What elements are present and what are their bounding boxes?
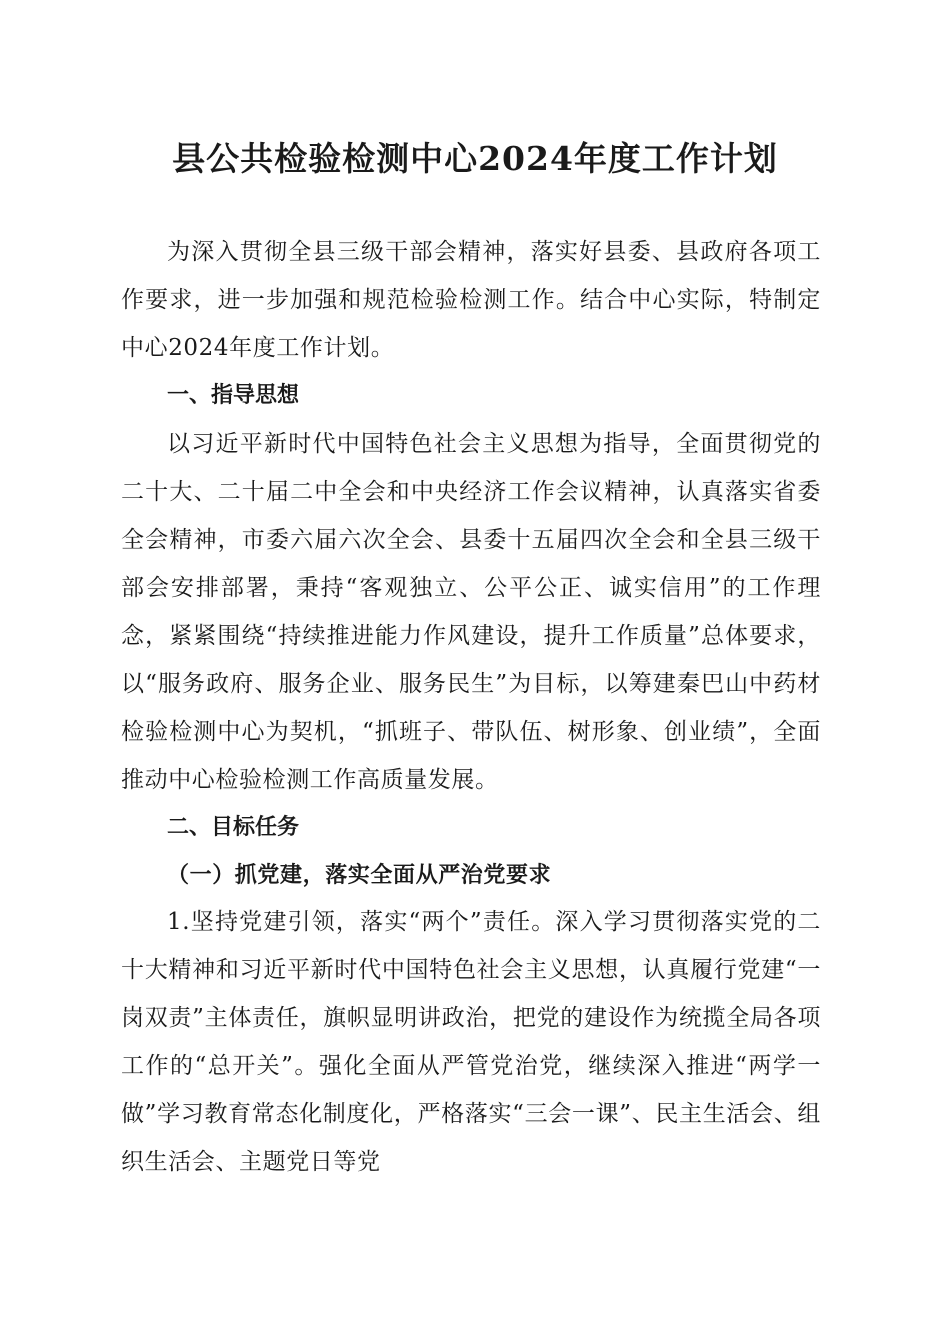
section-heading-goals-tasks: 二、目标任务: [167, 815, 300, 840]
intro-paragraph: 为深入贯彻全县三级干部会精神，落实好县委、县政府各项工作要求，进一步加强和规范检验检测工作。结合中心实际，特制定中心2024年度工作计划。: [121, 239, 821, 361]
document-body: [121, 228, 821, 1186]
party-building-item-paragraph: 1.坚持党建引领，落实“两个”责任。深入学习贯彻落实党的二十大精神和习近平新时代中国特色社会主义思想，认真履行党建“一岗双责”主体责任，旗帜显明讲政治，把党的建设作为统揽全局各项工作的“总开关”。强化全面从严管党治党，继续深入推进“两学一做”学习教育常态化制度化，严格落实“三会一课”、民主生活会、组织生活会、主题党日等党: [121, 909, 821, 1175]
subsection-heading-party-building: （一）抓党建，落实全面从严治党要求: [167, 862, 552, 888]
section-heading-guiding-ideology: 一、指导思想: [167, 383, 300, 408]
document-title: 县公共检验检测中心2024年度工作计划: [172, 139, 778, 178]
guiding-ideology-paragraph: 以习近平新时代中国特色社会主义思想为指导，全面贯彻党的二十大、二十届二中全会和中央经济工作会议精神，认真落实省委全会精神，市委六届六次全会、县委十五届四次全会和全县三级干部会安排部署，秉持“客观独立、公平公正、诚实信用”的工作理念，紧紧围绕“持续推进能力作风建设，提升工作质量”总体要求，以“服务政府、服务企业、服务民生”为目标，以筹建秦巴山中药材检验检测中心为契机，“抓班子、带队伍、树形象、创业绩”，全面推动中心检验检测工作高质量发展。: [121, 431, 821, 793]
